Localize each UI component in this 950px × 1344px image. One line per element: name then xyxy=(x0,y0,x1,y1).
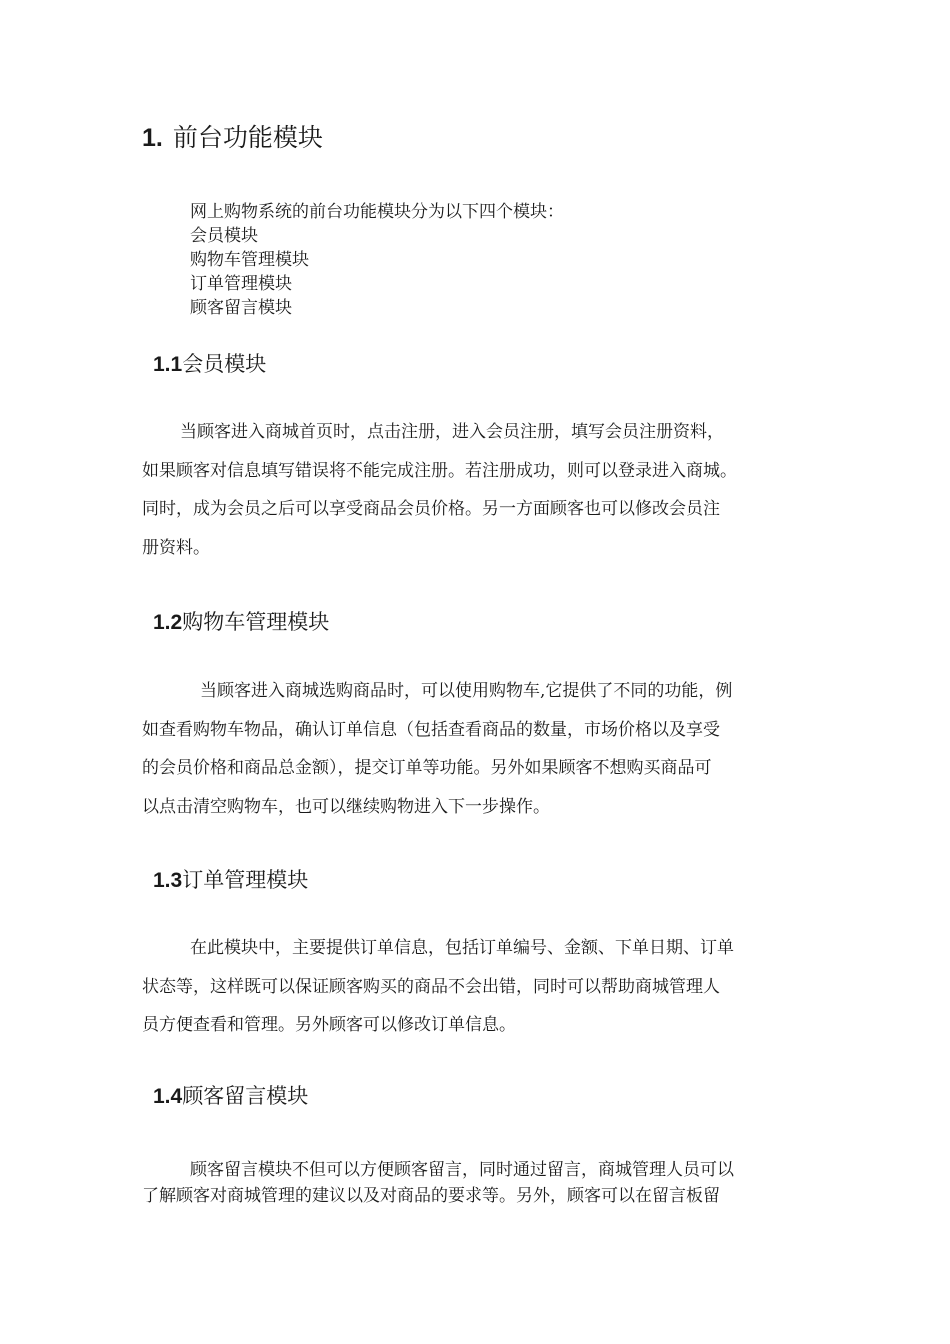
section-paragraph-1-1 xyxy=(142,413,812,567)
section-title: 顾客留言模块 xyxy=(182,1084,309,1108)
paragraph-line: 同时，成为会员之后可以享受商品会员价格。另一方面顾客也可以修改会员注 xyxy=(142,499,720,519)
section-number: 1.1 xyxy=(153,353,183,376)
main-heading xyxy=(142,118,323,158)
intro-sentence: 网上购物系统的前台功能模块分为以下四个模块： xyxy=(190,202,564,222)
paragraph-line: 以点击清空购物车，也可以继续购物进入下一步操作。 xyxy=(142,796,550,817)
intro-item-member: 会员模块 xyxy=(190,226,258,246)
section-paragraph-1-3 xyxy=(142,929,812,1045)
main-heading-text: 前台功能模块 xyxy=(172,123,323,152)
section-heading-1-3 xyxy=(153,863,308,898)
paragraph-line: 的会员价格和商品总金额），提交订单等功能。另外如果顾客不想购买商品可 xyxy=(142,758,712,778)
section-title: 会员模块 xyxy=(182,352,267,376)
section-heading-1-1 xyxy=(153,347,266,382)
paragraph-line: 册资料。 xyxy=(142,537,210,558)
intro-item-message: 顾客留言模块 xyxy=(190,298,292,318)
paragraph-line: 当顾客进入商城首页时，点击注册，进入会员注册，填写会员注册资料， xyxy=(180,422,724,442)
main-heading-number: 1. xyxy=(142,124,163,152)
paragraph-line: 顾客留言模块不但可以方便顾客留言，同时通过留言，商城管理人员可以 xyxy=(190,1160,734,1180)
paragraph-line: 员方便查看和管理。另外顾客可以修改订单信息。 xyxy=(142,1015,516,1035)
intro-item-cart: 购物车管理模块 xyxy=(190,250,309,270)
section-number: 1.3 xyxy=(153,869,183,892)
section-title: 订单管理模块 xyxy=(182,868,309,892)
section-paragraph-1-4 xyxy=(142,1157,812,1209)
section-title: 购物车管理模块 xyxy=(182,610,330,634)
paragraph-line: 当顾客进入商城选购商品时，可以使用购物车,它提供了不同的功能，例 xyxy=(200,681,733,701)
intro-list xyxy=(190,200,564,320)
section-number: 1.4 xyxy=(153,1085,183,1108)
section-heading-1-2 xyxy=(153,605,329,640)
paragraph-line: 在此模块中，主要提供订单信息，包括订单编号、金额、下单日期、订单 xyxy=(190,938,734,958)
section-paragraph-1-2 xyxy=(142,672,812,826)
paragraph-line: 如果顾客对信息填写错误将不能完成注册。若注册成功，则可以登录进入商城。 xyxy=(142,460,737,481)
intro-item-order: 订单管理模块 xyxy=(190,274,292,294)
section-number: 1.2 xyxy=(153,611,183,634)
section-heading-1-4 xyxy=(153,1079,308,1114)
paragraph-line: 如查看购物车物品，确认订单信息（包括查看商品的数量，市场价格以及享受 xyxy=(142,719,720,740)
paragraph-line: 状态等，这样既可以保证顾客购买的商品不会出错，同时可以帮助商城管理人 xyxy=(142,976,720,997)
paragraph-line: 了解顾客对商城管理的建议以及对商品的要求等。另外，顾客可以在留言板留 xyxy=(142,1186,720,1206)
